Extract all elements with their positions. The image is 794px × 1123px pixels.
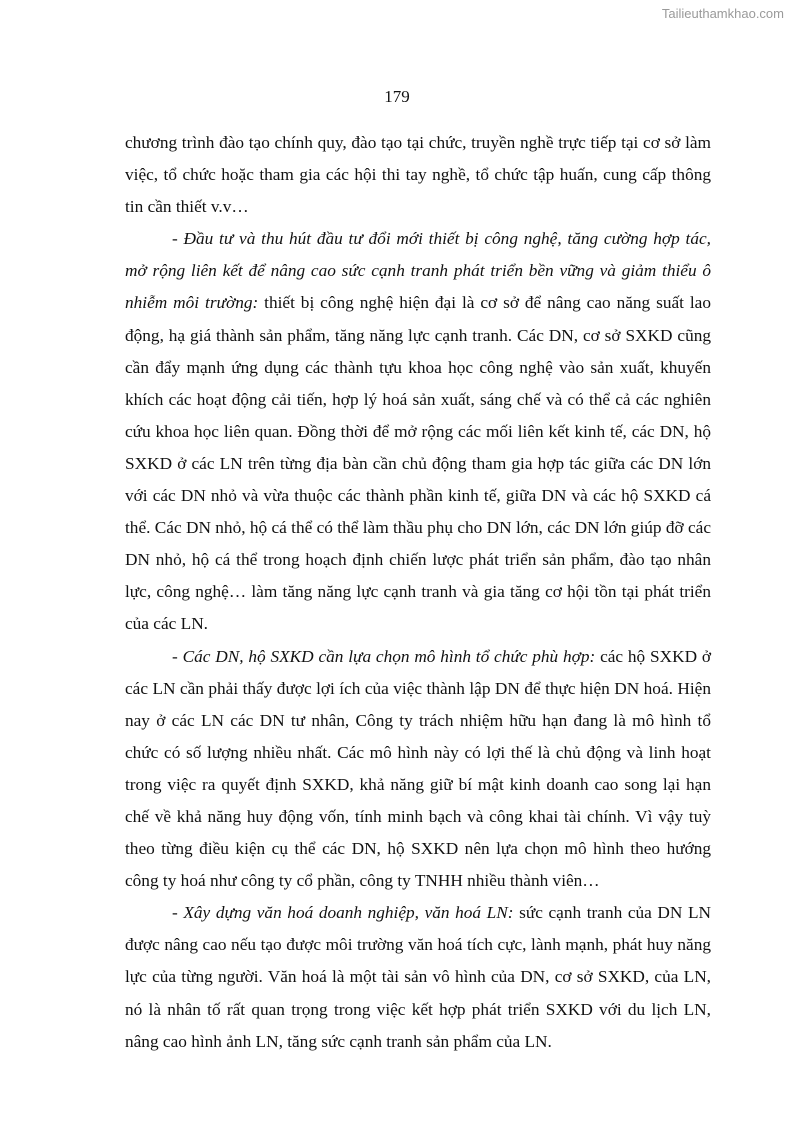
page-number: 179 <box>384 87 410 106</box>
paragraph-2-heading: - Đầu tư và thu hút đầu tư đổi mới thiết bị công nghệ, tăng cường hợp tác, mở rộng liên kết để nâng cao sức cạnh tranh phát triển bền vững và giảm thiểu ô nhiễm môi trường: <box>125 229 711 313</box>
paragraph-1-body: chương trình đào tạo chính quy, đào tạo tại chức, truyền nghề trực tiếp tại cơ sở làm việc, tổ chức hoặc tham gia các hội thi tay nghề, tổ chức tập huấn, cung cấp thông tin cần thiết v.v… <box>125 133 711 217</box>
paragraph-4-body: sức cạnh tranh của DN LN được nâng cao nếu tạo được môi trường văn hoá tích cực, lành mạnh, phát huy năng lực của từng người. Văn hoá là một tài sản vô hình của DN, cơ sở SXKD, của LN, nó là nhân tố rất quan trọng trong việc kết hợp phát triển SXKD với du lịch LN, nâng cao hình ảnh LN, tăng sức cạnh tranh sản phẩm của LN. <box>125 903 711 1051</box>
document-body <box>125 127 711 1058</box>
watermark: Tailieuthamkhao.com <box>661 6 784 21</box>
paragraph-3-heading: - Các DN, hộ SXKD cần lựa chọn mô hình tổ chức phù hợp: <box>172 646 596 666</box>
paragraph-4 <box>125 897 711 1057</box>
paragraph-2-body: thiết bị công nghệ hiện đại là cơ sở để nâng cao năng suất lao động, hạ giá thành sản phẩm, tăng năng lực cạnh tranh. Các DN, cơ sở SXKD cũng cần đẩy mạnh ứng dụng các thành tựu khoa học công nghệ vào sản xuất, khuyến khích các hoạt động cải tiến, hợp lý hoá sản xuất, sáng chế và có thể cả các nghiên cứu khoa học liên quan. Đồng thời để mở rộng các mối liên kết kinh tế, các DN, hộ SXKD ở các LN trên từng địa bàn cần chủ động tham gia hợp tác giữa các DN lớn với các DN nhỏ và vừa thuộc các thành phần kinh tế, giữa DN và các hộ SXKD cá thể. Các DN nhỏ, hộ cá thể có thể làm thầu phụ cho DN lớn, các DN lớn giúp đỡ các DN nhỏ, hộ cá thể trong hoạch định chiến lược phát triển sản phẩm, đào tạo nhân lực, công nghệ… làm tăng năng lực cạnh tranh và gia tăng cơ hội tồn tại phát triển của các LN. <box>125 293 711 634</box>
paragraph-1 <box>125 127 711 223</box>
paragraph-4-heading: - Xây dựng văn hoá doanh nghiệp, văn hoá LN: <box>172 903 514 923</box>
paragraph-3-body: các hộ SXKD ở các LN cần phải thấy được lợi ích của việc thành lập DN để thực hiện DN hoá. Hiện nay ở các LN các DN tư nhân, Công ty trách nhiệm hữu hạn đang là mô hình tổ chức có số lượng nhiều nhất. Các mô hình này có lợi thế là chủ động và linh hoạt trong việc ra quyết định SXKD, khả năng giữ bí mật kinh doanh cao song lại hạn chế về khả năng huy động vốn, tính minh bạch và công khai tài chính. Vì vậy tuỳ theo từng điều kiện cụ thể các DN, hộ SXKD nên lựa chọn mô hình theo hướng công ty hoá như công ty cổ phần, công ty TNHH nhiều thành viên… <box>125 646 711 891</box>
paragraph-2 <box>125 223 711 640</box>
paragraph-3 <box>125 641 711 898</box>
